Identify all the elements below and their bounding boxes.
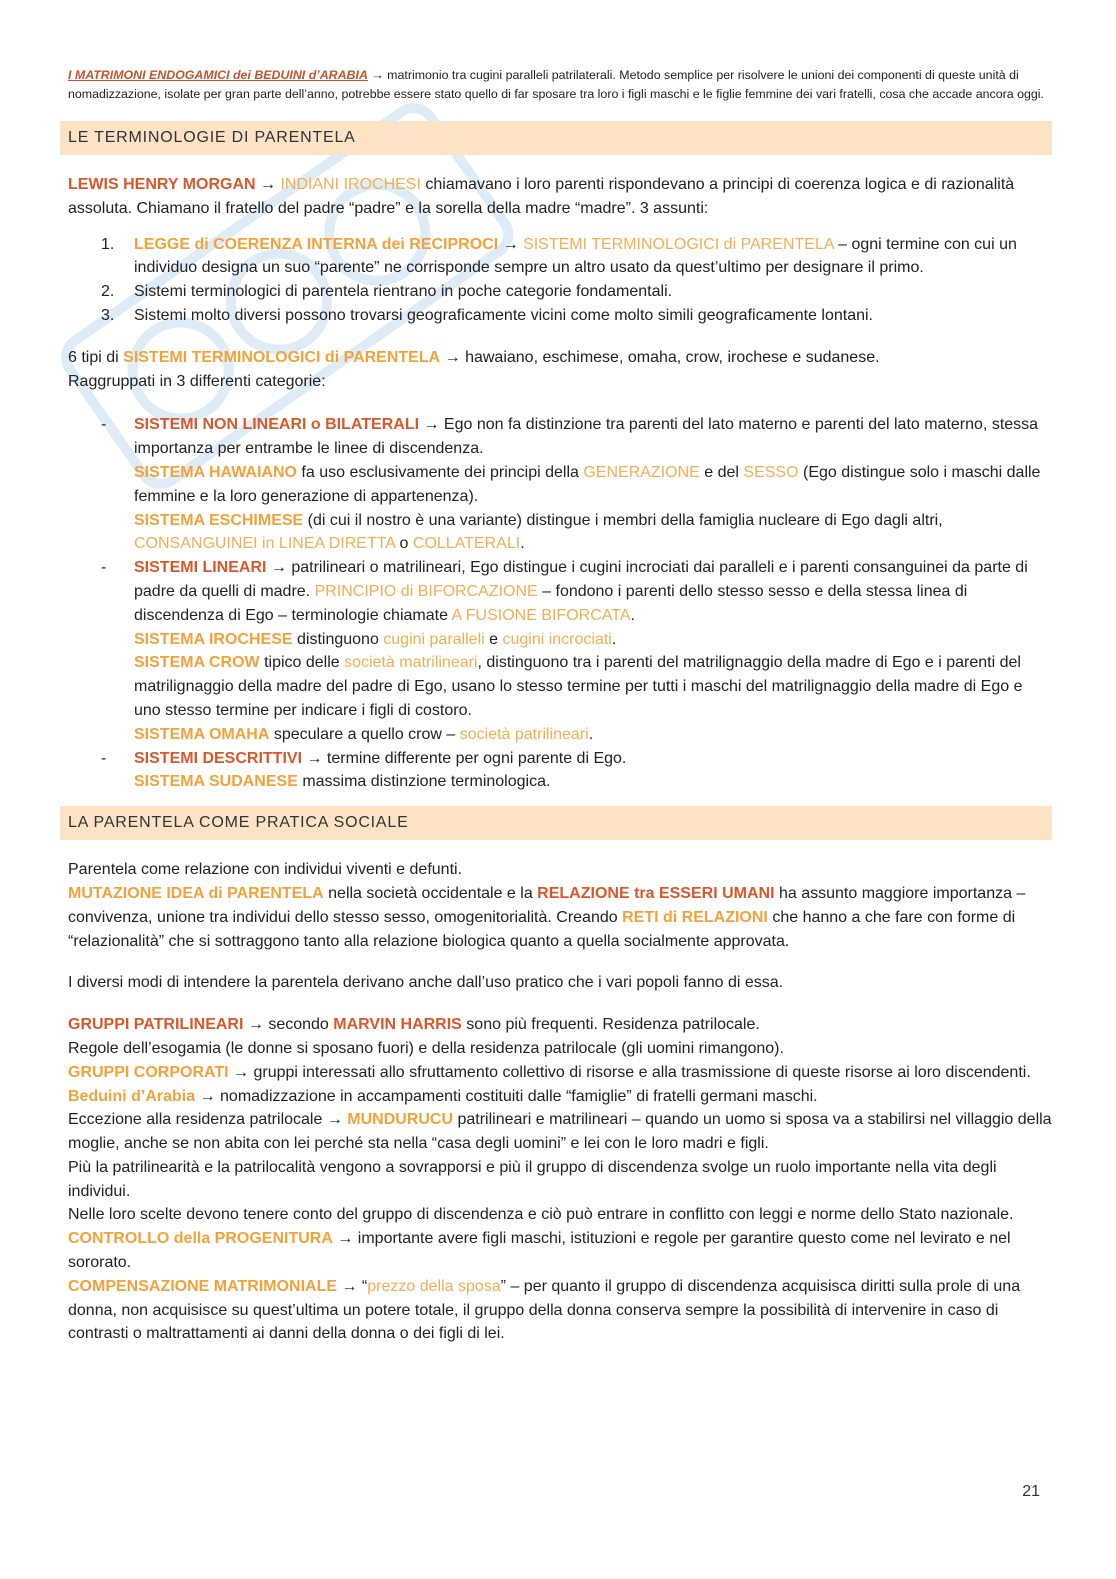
p-scelte: Nelle loro scelte devono tenere conto del gruppo di discendenza e ciò può entrare in conflitto con leggi e norme dello Stato nazionale. [68,1206,1014,1224]
list-item: 3. Sistemi molto diversi possono trovarsi geograficamente vicini come molto simili geograficamente lontani. [101,306,873,324]
p-mundurucu: Eccezione alla residenza patrilocale → MUNDURUCU patrilineari e matrilineari – quando un uomo si sposa va a stabilirsi nel villaggio della moglie, anche se non abita con lei perché sta nella “casa degli uomini” e lei con le loro madri e figli. [68,1111,1052,1153]
section-heading-pratica-sociale: LA PARENTELA COME PRATICA SOCIALE [60,806,1052,840]
p-corporati: GRUPPI CORPORATI → gruppi interessati allo sfruttamento collettivo di risorse e alla trasmissione di queste risorse ai loro discendenti. [68,1063,1031,1081]
irochese-item: SISTEMA IROCHESE distinguono cugini paralleli e cugini incrociati. [134,630,617,648]
p-modi: I diversi modi di intendere la parentela derivano anche dall’uso pratico che i vari popoli fanno di essa. [68,974,784,992]
intro-text: → matrimonio tra cugini paralleli patrilaterali. Metodo semplice per risolvere le unioni dei componenti di queste unità di nomadizzazione, isolate per gran parte dell’anno, potrebbe essere stato quello di far sposare tra loro i figli maschi e le figlie femmine dei vari fratelli, cosa che accade ancora oggi. [68,68,1044,101]
list-item: 1. LEGGE di COERENZA INTERNA dei RECIPROCI → SISTEMI TERMINOLOGICI di PARENTELA – ogni termine con cui un individuo designa un suo “parente” ne corrisponde sempre un altro usato da quest’ultimo per designare il primo. [101,235,1017,277]
crow-item: SISTEMA CROW tipico delle società matrilineari, distinguono tra i parenti del matrilignaggio della madre di Ego e i parenti del matrilignaggio della madre del padre di Ego, usano lo stesso termine per tutti i maschi del matrilignaggio della madre di Ego e uno stesso termine per indicare i figli di costoro. [134,654,1023,719]
intro-title: I MATRIMONI ENDOGAMICI dei BEDUINI d’ARABIA [68,68,368,82]
p-mutazione: MUTAZIONE IDEA di PARENTELA nella società occidentale e la RELAZIONE tra ESSERI UMANI ha assunto maggiore importanza – convivenza, unione tra individui dello stesso sesso, omogenitorialità. Creando RETI di RELAZIONI che hanno a che fare con forme di “relazionalità” che si sottraggono tanto alla relazione biologica quanto a quella socialmente approvata. [68,884,1026,950]
p-patrilinearita: Più la patrilinearità e la patrilocalità vengono a sovrapporsi e più il gruppo di discendenza svolge un ruolo importante nella vita degli individui. [68,1158,997,1200]
list-item: - SISTEMI LINEARI → patrilineari o matrilineari, Ego distingue i cugini incrociati dai paralleli e i parenti consanguinei da parte di padre da quelli di madre. PRINCIPIO di BIFORCAZIONE – fondono i parenti dello stesso sesso e della stessa linea di discendenza di Ego – terminologie chiamate A FUSIONE BIFORCATA. [101,559,1028,624]
eschimese-item: SISTEMA ESCHIMESE (di cui il nostro è una variante) distingue i membri della famiglia nucleare di Ego dagli altri, CONSANGUINEI in LINEA DIRETTA o COLLATERALI. [134,511,943,553]
assunti-list [68,233,1052,328]
page-number: 21 [1022,1483,1040,1500]
categorie-list [68,403,1052,794]
p-beduini: Beduini d’Arabia → nomadizzazione in accampamenti costituiti dalle “famiglie” di fratelli germani maschi. [68,1087,818,1105]
omaha-item: SISTEMA OMAHA speculare a quello crow – società patrilineari. [134,725,594,743]
page-content [68,66,1052,1346]
list-item: - SISTEMI NON LINEARI o BILATERALI → Ego non fa distinzione tra parenti del lato materno e parenti del lato materno, stessa importanza per entrambe le linee di discendenza. [101,416,1039,458]
tipi-paragraph: 6 tipi di SISTEMI TERMINOLOGICI di PARENTELA → hawaiano, eschimese, omaha, crow, irochese e sudanese. Raggruppati in 3 differenti categorie: [68,348,880,390]
sudanese-item: SISTEMA SUDANESE massima distinzione terminologica. [134,773,551,791]
list-item: 2. Sistemi terminologici di parentela rientrano in poche categorie fondamentali. [101,283,673,301]
intro-paragraph [68,66,1052,103]
section-heading-terminologie: LE TERMINOLOGIE DI PARENTELA [60,121,1052,155]
p-regole: Regole dell’esogamia (le donne si sposano fuori) e della residenza patrilocale (gli uomini rimangono). [68,1039,784,1057]
p-compensazione: COMPENSAZIONE MATRIMONIALE → “prezzo della sposa” – per quanto il gruppo di discendenza acquisisca diritti sulla prole di una donna, non acquisisce su quest’ultima un potere totale, il gruppo della donna conserva sempre la possibilità di intervenire in caso di contrasti o maltrattamenti ai danni della donna o dei figli di lei. [68,1277,1021,1343]
p-patrilineari: GRUPPI PATRILINEARI → secondo MARVIN HARRIS sono più frequenti. Residenza patrilocale. [68,1016,760,1034]
list-item: - SISTEMI DESCRITTIVI → termine differente per ogni parente di Ego. [101,749,627,767]
p-relazione: Parentela come relazione con individui viventi e defunti. [68,861,463,879]
hawaiano-item: SISTEMA HAWAIANO fa uso esclusivamente dei principi della GENERAZIONE e del SESSO (Ego distingue solo i maschi dalle femmine e la loro generazione di appartenenza). [134,463,1041,505]
p-controllo: CONTROLLO della PROGENITURA → importante avere figli maschi, istituzioni e regole per garantire questo come nel levirato e nel sororato. [68,1230,1011,1272]
morgan-paragraph: LEWIS HENRY MORGAN → INDIANI IROCHESI chiamavano i loro parenti rispondevano a principi di coerenza logica e di razionalità assoluta. Chiamano il fratello del padre “padre” e la sorella della madre “madre”. 3 assunti: [68,176,1015,217]
